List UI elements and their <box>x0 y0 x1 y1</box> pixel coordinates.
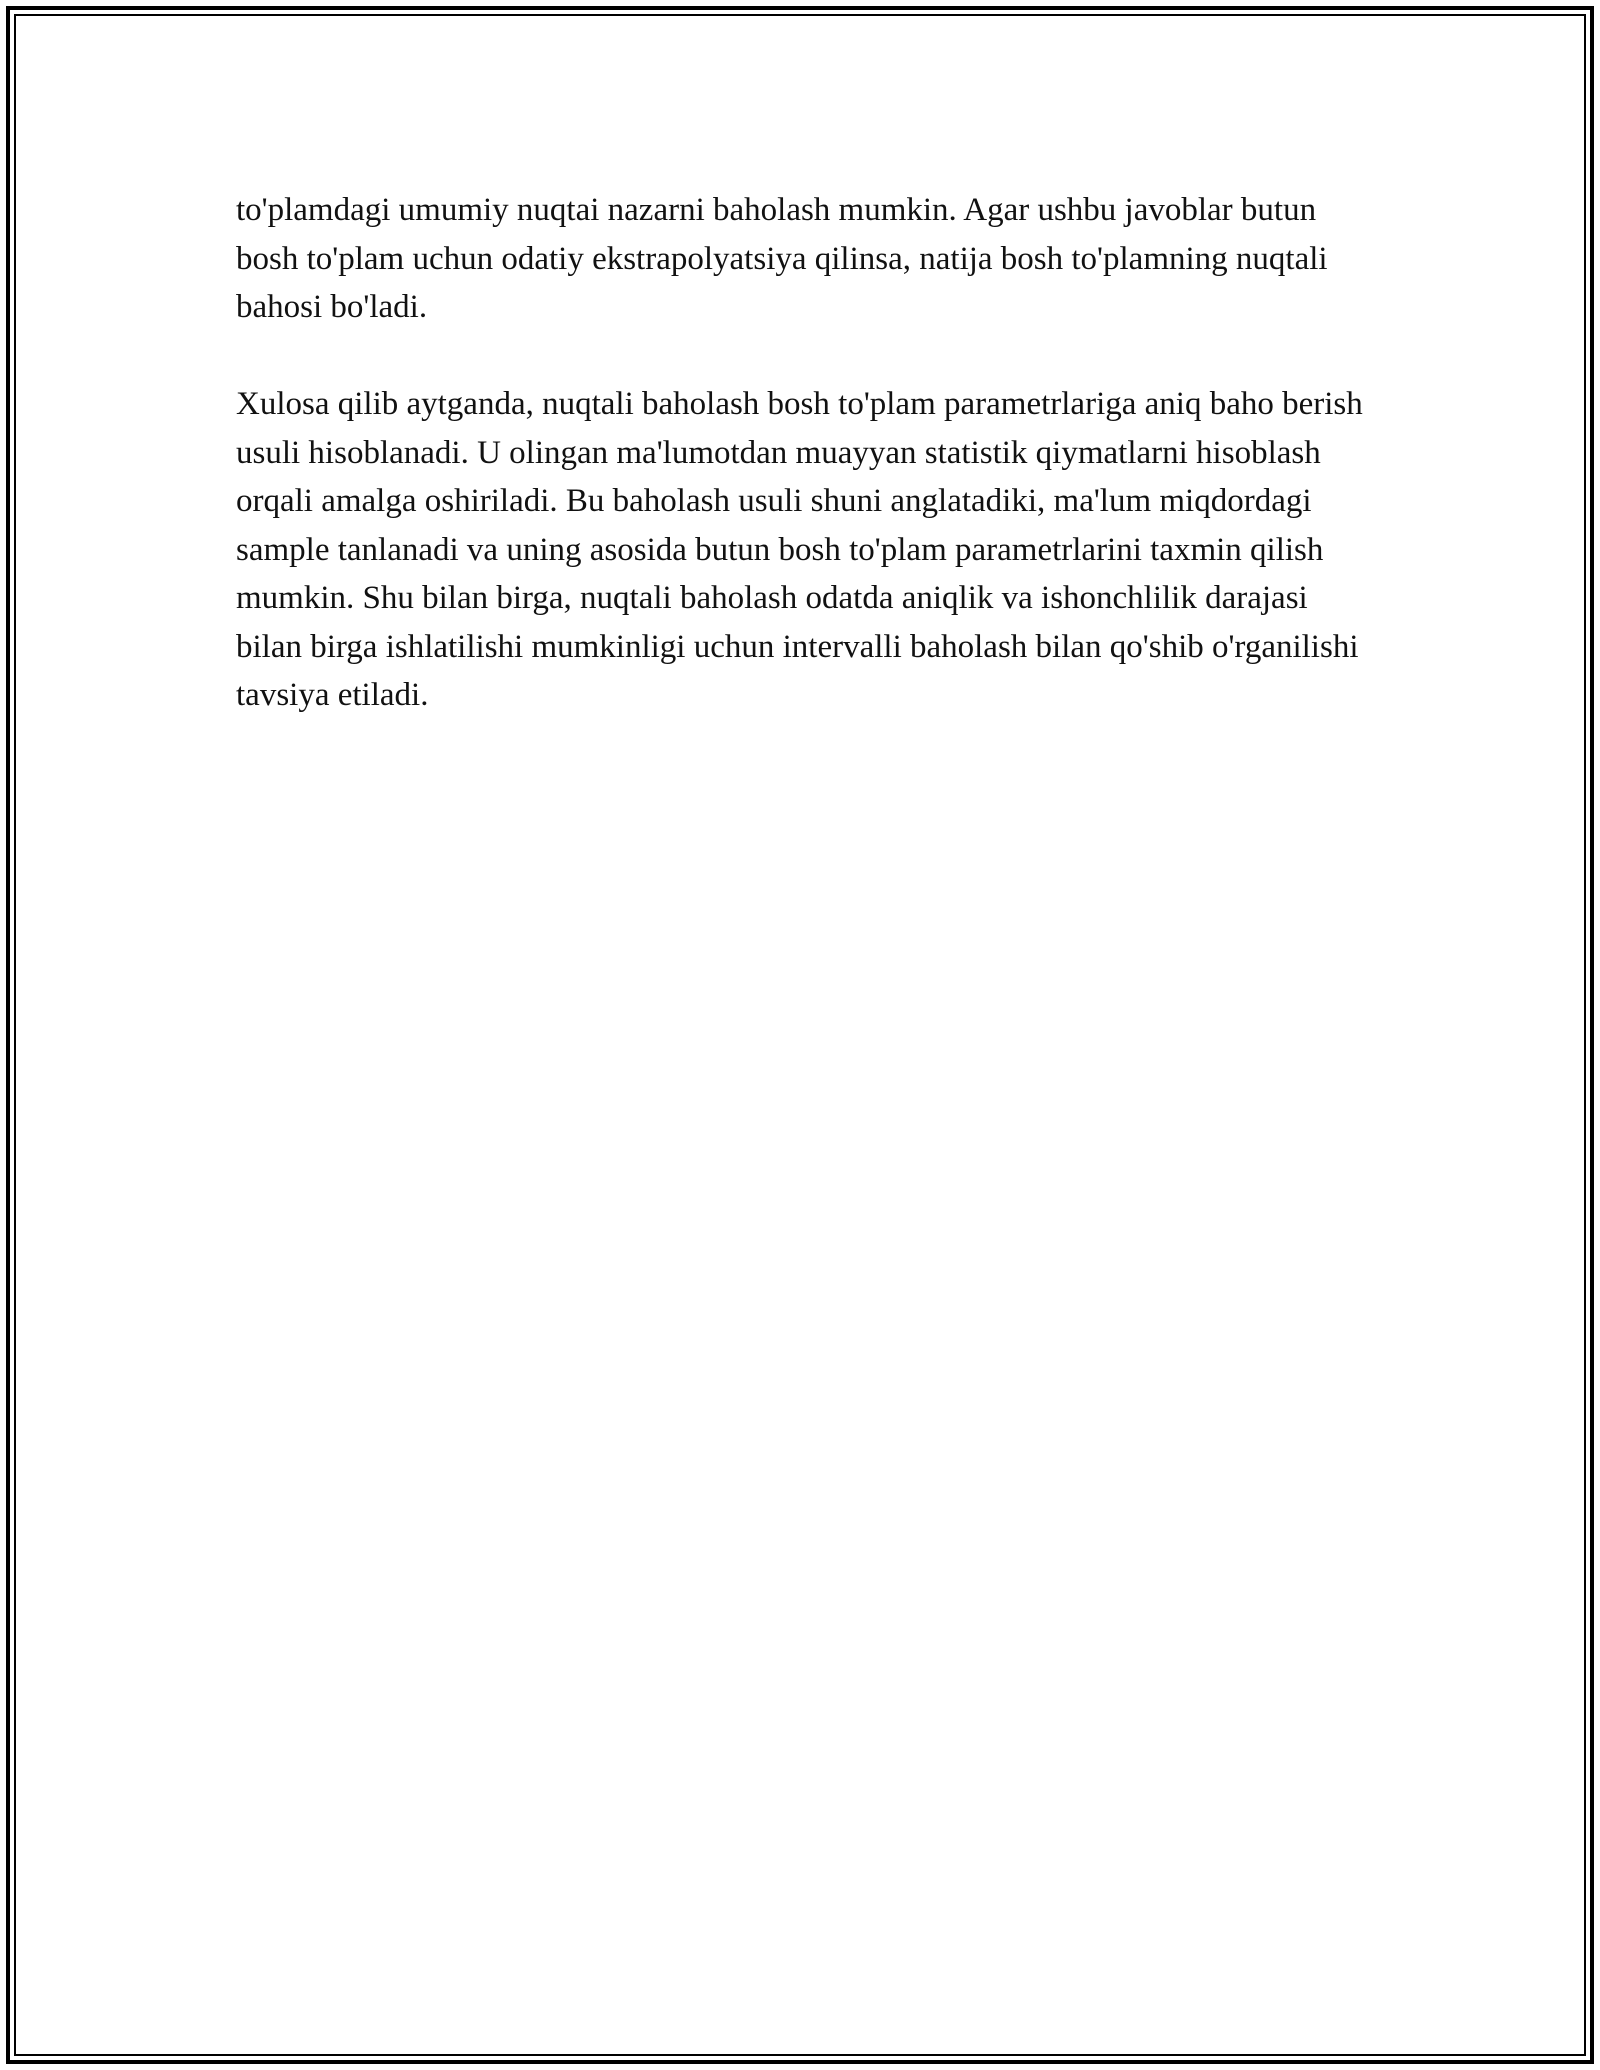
paragraph-1: to'plamdagi umumiy nuqtai nazarni baholash mumkin. Agar ushbu javoblar butun bosh to'plam uchun odatiy ekstrapolyatsiya qilinsa, natija bosh to'plamning nuqtali bahosi bo'ladi. <box>236 192 1328 325</box>
document-body <box>236 186 1366 720</box>
paragraph-2: Xulosa qilib aytganda, nuqtali baholash bosh to'plam parametrlariga aniq baho berish usuli hisoblanadi. U olingan ma'lumotdan muayyan statistik qiymatlarni hisoblash orqali amalga oshiriladi. Bu baholash usuli shuni anglatadiki, ma'lum miqdordagi sample tanlanadi va uning asosida butun bosh to'plam parametrlarini taxmin qilish mumkin. Shu bilan birga, nuqtali baholash odatda aniqlik va ishonchlilik darajasi bilan birga ishlatilishi mumkinligi uchun intervalli baholash bilan qo'shib o'rganilishi tavsiya etiladi. <box>236 386 1363 713</box>
